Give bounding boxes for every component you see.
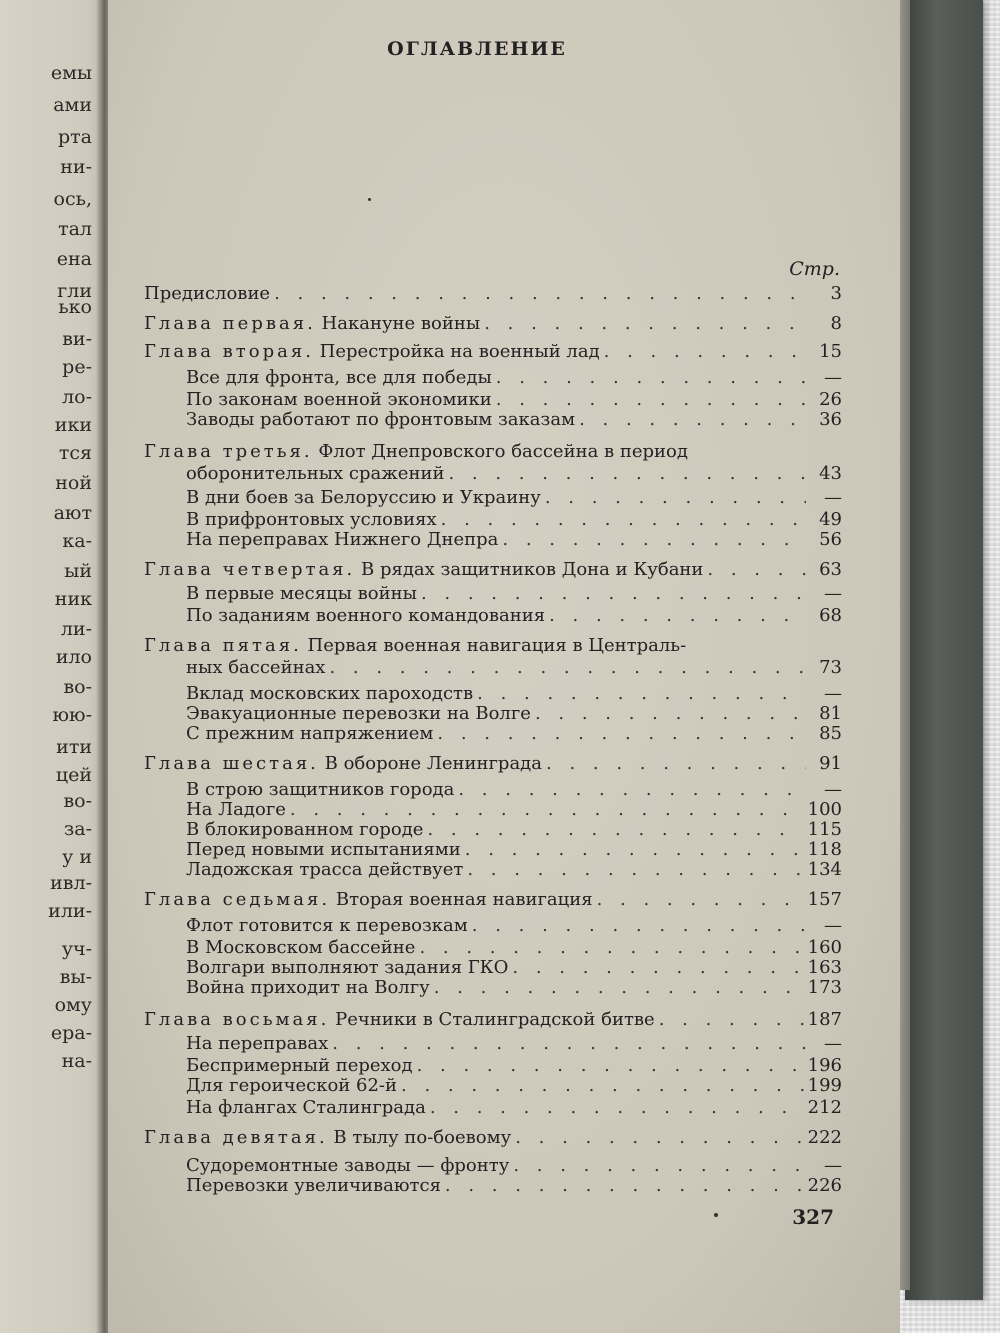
toc-entry-text: На Ладоге (186, 799, 286, 820)
toc-page-ref: 196 (807, 1055, 842, 1076)
left-page-text-fragment: гли (57, 280, 92, 302)
dot-leader (535, 704, 806, 724)
toc-section-entry (186, 1176, 842, 1196)
page-number: 327 (792, 1205, 834, 1229)
toc-page (108, 0, 900, 1333)
toc-entry-text: В прифронтовых условиях (186, 509, 437, 530)
toc-chapter-entry (144, 636, 842, 656)
toc-entry-text: По законам военной экономики (186, 389, 492, 410)
toc-entry-title (144, 442, 688, 462)
dot-leader (437, 724, 806, 744)
left-page-text-fragment: ена (56, 248, 92, 270)
toc-entry-text: В первые месяцы войны (186, 583, 417, 604)
toc-entry-text: оборонительных сражений (186, 463, 445, 484)
toc-page-ref: 187 (807, 1009, 842, 1030)
toc-page-ref: — (824, 487, 842, 508)
toc-entry-text: В дни боев за Белоруссию и Украину (186, 487, 541, 508)
dot-leader (659, 1010, 804, 1030)
left-page-text-fragment: ви- (62, 328, 92, 350)
chapter-number: Глава пятая. (144, 635, 302, 656)
toc-page-ref: 63 (819, 559, 842, 580)
toc-section-entry (186, 724, 842, 744)
toc-page-ref: — (824, 683, 842, 704)
left-page-text-fragment: ый (64, 560, 92, 582)
toc-section-entry (186, 410, 842, 430)
toc-entry-text: Флот готовится к перевозкам (186, 915, 468, 936)
left-page-text-fragment: ной (55, 472, 92, 494)
toc-section-entry (186, 684, 842, 704)
left-page-text-fragment: ера- (50, 1022, 92, 1044)
toc-entry-text: Перестройка на военный лад (319, 341, 600, 362)
dot-leader (417, 1056, 804, 1076)
toc-entry-title (186, 958, 508, 978)
left-page-text-fragment: ло- (62, 386, 92, 408)
dot-leader (290, 800, 804, 820)
chapter-number: Глава третья. (144, 441, 313, 462)
left-page-text-fragment: ивл- (50, 872, 92, 894)
left-page-text-fragment: тся (58, 442, 92, 464)
dot-leader (484, 314, 806, 334)
toc-entry-text: В рядах защитников Дона и Кубани (361, 559, 704, 580)
toc-entry-text: Флот Днепровского бассейна в период (318, 441, 688, 462)
dot-leader (332, 1034, 806, 1054)
toc-entry-text: На переправах (186, 1033, 329, 1054)
toc-entry-title (186, 820, 423, 840)
toc-page-ref: 8 (830, 313, 842, 334)
toc-section-entry (186, 510, 842, 530)
page-column-label: Стр. (789, 258, 840, 280)
toc-page-ref: 36 (819, 409, 842, 430)
toc-page-ref: 81 (819, 703, 842, 724)
toc-entry-text: Предисловие (144, 283, 271, 304)
toc-page-ref: — (824, 1155, 842, 1176)
left-page-text-fragment: юю- (52, 704, 92, 726)
toc-entry-title (186, 684, 473, 704)
toc-section-entry (186, 840, 842, 860)
toc-section-entry (186, 1056, 842, 1076)
toc-entry-title (186, 584, 417, 604)
toc-page-ref: — (824, 915, 842, 936)
toc-entry-text: На флангах Сталинграда (186, 1097, 426, 1118)
toc-page-ref: — (824, 583, 842, 604)
toc-page-ref: 118 (807, 839, 842, 860)
toc-entry-title (186, 606, 545, 626)
toc-entry-title (186, 1156, 509, 1176)
toc-entry-title (186, 390, 492, 410)
toc-section-entry (186, 916, 842, 936)
toc-entry-text: Вклад московских пароходств (186, 683, 474, 704)
toc-entry-text: Перевозки увеличиваются (186, 1175, 441, 1196)
toc-entry-title (186, 978, 430, 998)
left-page-text-fragment: вы- (59, 966, 92, 988)
toc-entry-title (186, 658, 325, 678)
toc-entry-text: Судоремонтные заводы — фронту (186, 1155, 510, 1176)
toc-entry-title (144, 314, 480, 334)
toc-entry-title (186, 1076, 397, 1096)
toc-section-entry (186, 390, 842, 410)
toc-page-ref: 49 (819, 509, 842, 530)
chapter-number: Глава девятая. (144, 1127, 328, 1148)
toc-entry-title (186, 860, 463, 880)
toc-entry-title (144, 342, 600, 362)
toc-page-ref: 73 (819, 657, 842, 678)
left-page-text-fragment: или- (48, 900, 92, 922)
dot-leader (549, 606, 806, 626)
toc-entry-title (186, 780, 454, 800)
dot-leader (512, 958, 803, 978)
toc-entry-title (144, 1128, 511, 1148)
toc-page-ref: 68 (819, 605, 842, 626)
toc-entry-title (186, 840, 461, 860)
left-page-text-fragment: рта (57, 126, 92, 148)
toc-entry-title (186, 1056, 413, 1076)
toc-page-ref: 115 (807, 819, 842, 840)
toc-section-entry (186, 820, 842, 840)
toc-entry-text: Эвакуационные перевозки на Волге (186, 703, 531, 724)
left-page-text-fragment: цей (55, 764, 92, 786)
left-page-text-fragment: емы (50, 62, 92, 84)
toc-entry-text: Вторая военная навигация (335, 889, 593, 910)
left-facing-page (0, 0, 110, 1333)
dot-leader (477, 684, 806, 704)
toc-entry-title (144, 636, 686, 656)
toc-entry-text: Война приходит на Волгу (186, 977, 430, 998)
left-page-text-fragment: у и (62, 846, 92, 868)
toc-chapter-entry (144, 1010, 842, 1030)
toc-entry-title (186, 368, 492, 388)
toc-chapter-entry (144, 314, 842, 334)
book-cover (905, 0, 983, 1300)
toc-chapter-entry (144, 342, 842, 362)
toc-page-ref: 3 (830, 283, 842, 304)
toc-chapter-entry (144, 1128, 842, 1148)
toc-chapter-continuation (186, 658, 842, 678)
toc-entry-title (186, 938, 415, 958)
toc-section-entry (186, 860, 842, 880)
toc-section-entry (186, 530, 842, 550)
toc-section-entry (186, 368, 842, 388)
dot-leader (329, 658, 806, 678)
toc-page-ref: 15 (819, 341, 842, 362)
dot-leader (513, 1156, 806, 1176)
toc-page-ref: 56 (819, 529, 842, 550)
dot-leader (441, 510, 806, 530)
dot-leader (707, 560, 806, 580)
toc-entry-title (186, 488, 541, 508)
dot-leader (515, 1128, 803, 1148)
toc-entry-text: Ладожская трасса действует (186, 859, 464, 880)
dot-leader (421, 584, 806, 604)
dot-leader (401, 1076, 804, 1096)
toc-page-ref: 199 (807, 1075, 842, 1096)
toc-page-ref: 134 (807, 859, 842, 880)
toc-page-ref: 157 (807, 889, 842, 910)
toc-chapter-entry (144, 560, 842, 580)
toc-entry-text: Перед новыми испытаниями (186, 839, 461, 860)
toc-entry-title (186, 510, 437, 530)
toc-section-entry (186, 606, 842, 626)
toc-section-entry (186, 1034, 842, 1054)
toc-entry-text: По заданиям военного командования (186, 605, 546, 626)
toc-entry-title (186, 530, 498, 550)
toc-entry-text: В тылу по-боевому (333, 1127, 512, 1148)
left-page-text-fragment: за- (63, 818, 92, 840)
left-page-text-fragment: ник (54, 588, 92, 610)
toc-entry-text: Для героической 62-й (186, 1075, 398, 1096)
toc-chapter-entry (144, 284, 842, 304)
dot-leader (465, 840, 804, 860)
left-page-text-fragment: на- (61, 1050, 92, 1072)
toc-page-ref: 100 (807, 799, 842, 820)
toc-entry-title (186, 724, 433, 744)
ink-speck (368, 198, 371, 201)
dot-leader (496, 368, 806, 388)
toc-entry-text: Первая военная навигация в Централь- (307, 635, 687, 656)
toc-entry-title (186, 916, 468, 936)
toc-entry-text: Накануне войны (321, 313, 481, 334)
dot-leader (458, 780, 806, 800)
dot-leader (604, 342, 806, 362)
toc-entry-title (144, 1010, 655, 1030)
dot-leader (427, 820, 803, 840)
chapter-number: Глава вторая. (144, 341, 314, 362)
toc-entry-text: В блокированном городе (186, 819, 424, 840)
toc-chapter-entry (144, 890, 842, 910)
chapter-number: Глава четвертая. (144, 559, 356, 580)
toc-section-entry (186, 1156, 842, 1176)
toc-page-ref: 163 (807, 957, 842, 978)
toc-page-ref: 91 (819, 753, 842, 774)
toc-entry-text: Речники в Сталинградской битве (335, 1009, 655, 1030)
toc-entry-title (186, 410, 575, 430)
toc-title: ОГЛАВЛЕНИЕ (387, 38, 567, 60)
toc-entry-title (186, 704, 531, 724)
toc-section-entry (186, 1098, 842, 1118)
toc-entry-text: Заводы работают по фронтовым заказам (186, 409, 576, 430)
dot-leader (597, 890, 804, 910)
toc-page-ref: 212 (807, 1097, 842, 1118)
dot-leader (472, 916, 806, 936)
dot-leader (430, 1098, 804, 1118)
toc-page-ref: 226 (807, 1175, 842, 1196)
dot-leader (434, 978, 804, 998)
toc-section-entry (186, 704, 842, 724)
toc-page-ref: 26 (819, 389, 842, 410)
toc-entry-title (186, 464, 444, 484)
left-page-text-fragment: ают (53, 502, 92, 524)
toc-page-ref: — (824, 367, 842, 388)
dot-leader (274, 284, 806, 304)
toc-entry-text: Беспримерный переход (186, 1055, 413, 1076)
toc-chapter-entry (144, 442, 842, 462)
dot-leader (579, 410, 806, 430)
left-page-text-fragment: ка- (62, 530, 92, 552)
toc-page-ref: 85 (819, 723, 842, 744)
toc-entry-title (144, 754, 542, 774)
toc-entry-text: С прежним напряжением (186, 723, 434, 744)
toc-entry-text: Волгари выполняют задания ГКО (186, 957, 509, 978)
toc-entry-title (144, 284, 270, 304)
toc-page-ref: 43 (819, 463, 842, 484)
chapter-number: Глава первая. (144, 313, 316, 334)
left-page-text-fragment: во- (63, 676, 92, 698)
left-page-text-fragment: ами (53, 94, 92, 116)
left-page-text-fragment: ити (56, 736, 92, 758)
left-page-text-fragment: ило (55, 646, 92, 668)
toc-section-entry (186, 1076, 842, 1096)
toc-page-ref: — (824, 779, 842, 800)
toc-page-ref: 160 (807, 937, 842, 958)
toc-page-ref: — (824, 1033, 842, 1054)
toc-entry-text: ных бассейнах (186, 657, 326, 678)
toc-entry-title (144, 560, 703, 580)
toc-page-ref: 173 (807, 977, 842, 998)
dot-leader (445, 1176, 804, 1196)
left-page-text-fragment: во- (63, 790, 92, 812)
toc-entry-title (186, 1176, 441, 1196)
left-page-text-fragment: ому (54, 994, 92, 1016)
dot-leader (467, 860, 803, 880)
toc-section-entry (186, 584, 842, 604)
toc-section-entry (186, 800, 842, 820)
dot-leader (496, 390, 806, 410)
dot-leader (502, 530, 806, 550)
left-page-text-fragment: ли- (60, 618, 92, 640)
left-page-text-fragment: ики (54, 414, 92, 436)
ink-speck (714, 1213, 718, 1217)
dot-leader (448, 464, 806, 484)
chapter-number: Глава седьмая. (144, 889, 331, 910)
toc-section-entry (186, 938, 842, 958)
toc-page-ref: 222 (807, 1127, 842, 1148)
toc-entry-text: На переправах Нижнего Днепра (186, 529, 499, 550)
left-page-text-fragment: уч- (61, 938, 92, 960)
toc-section-entry (186, 978, 842, 998)
dot-leader (419, 938, 803, 958)
left-page-text-fragment: ько (58, 296, 92, 318)
chapter-number: Глава восьмая. (144, 1009, 330, 1030)
left-page-text-fragment: ось, (53, 188, 92, 210)
toc-entry-text: В строю защитников города (186, 779, 455, 800)
toc-chapter-entry (144, 754, 842, 774)
dot-leader (545, 488, 806, 508)
toc-section-entry (186, 488, 842, 508)
toc-entry-title (144, 890, 593, 910)
toc-entry-text: Все для фронта, все для победы (186, 367, 492, 388)
chapter-number: Глава шестая. (144, 753, 319, 774)
toc-entry-title (186, 1034, 328, 1054)
toc-section-entry (186, 780, 842, 800)
toc-section-entry (186, 958, 842, 978)
left-page-text-fragment: ре- (62, 356, 92, 378)
dot-leader (546, 754, 806, 774)
toc-entry-text: В обороне Ленинграда (324, 753, 542, 774)
toc-entry-title (186, 1098, 426, 1118)
left-page-text-fragment: тал (58, 218, 92, 240)
toc-entry-title (186, 800, 286, 820)
toc-chapter-continuation (186, 464, 842, 484)
left-page-text-fragment: ни- (60, 156, 92, 178)
toc-entry-text: В Московском бассейне (186, 937, 416, 958)
